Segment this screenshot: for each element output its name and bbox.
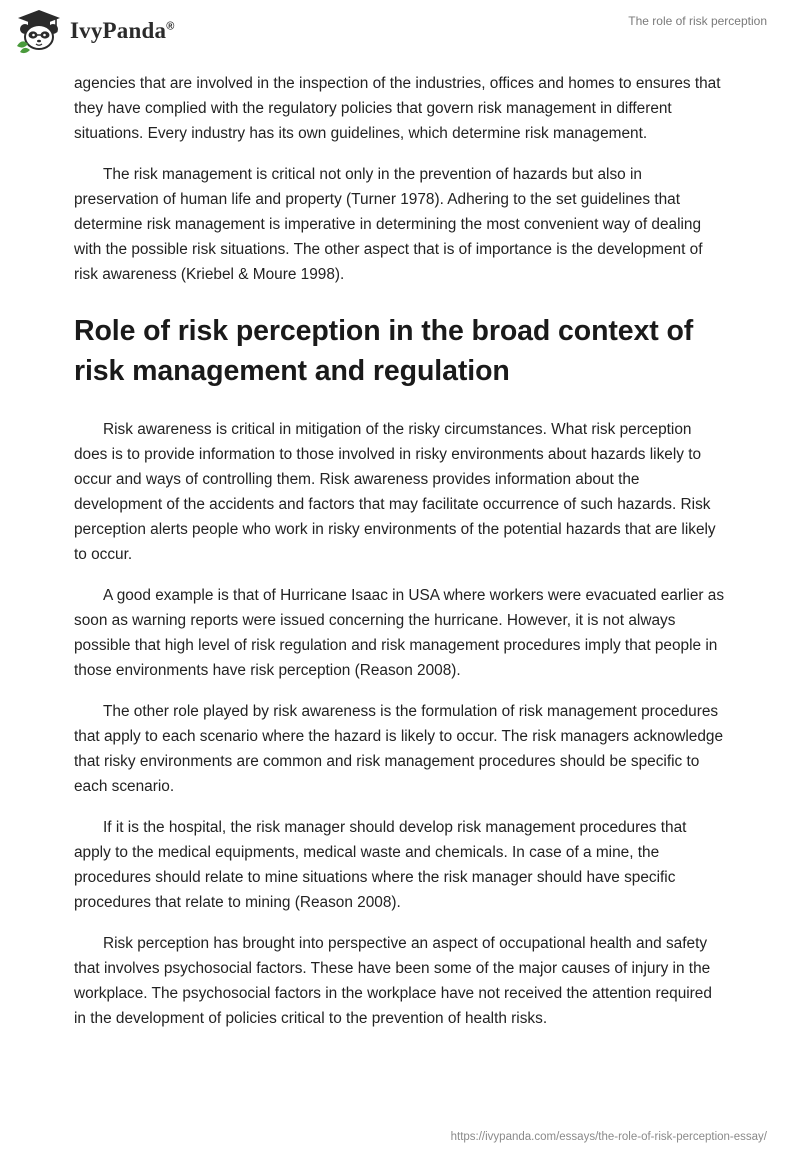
section-heading: Role of risk perception in the broad context of risk management and regulation xyxy=(74,315,694,387)
article-body xyxy=(74,71,726,1047)
source-url[interactable]: https://ivypanda.com/essays/the-role-of-risk-perception-essay/ xyxy=(450,1131,767,1143)
paragraph: The risk management is critical not only in the prevention of hazards but also in preservation of human life and property (Turner 1978). Adhering to the set guidelines that determine risk management is imperative in determining the most convenient way of dealing with the possible risk situations. The other aspect that is of importance is the development of risk awareness (Kriebel & Moure 1998). xyxy=(74,166,703,283)
paragraph: The other role played by risk awareness is the formulation of risk management procedures that apply to each scenario where the hazard is likely to occur. The risk managers acknowledge that risky environments are common and risk management procedures should be specific to each scenario. xyxy=(74,703,724,795)
paragraph: agencies that are involved in the inspection of the industries, offices and homes to ensures that they have complied with the regulatory policies that govern risk management in different situations. Every industry has its own guidelines, which determine risk management. xyxy=(74,75,721,142)
paragraph: Risk perception has brought into perspective an aspect of occupational health and safety that involves psychosocial factors. These have been some of the major causes of injury in the workplace. The psychosocial factors in the workplace have not received the attention required in the development of policies critical to the prevention of health risks. xyxy=(74,935,712,1027)
brand-name: IvyPanda® xyxy=(70,18,175,43)
brand-logo[interactable] xyxy=(14,8,175,54)
page-header xyxy=(0,0,800,64)
document-title: The role of risk perception xyxy=(628,14,767,28)
paragraph: If it is the hospital, the risk manager should develop risk management procedures that apply to the medical equipments, medical waste and chemicals. In case of a mine, the procedures should relate to mine situations where the risk manager should have specific procedures that relate to mining (Reason 2008). xyxy=(74,819,687,911)
paragraph: A good example is that of Hurricane Isaac in USA where workers were evacuated earlier as soon as warning reports were issued concerning the hurricane. However, it is not always possible that high level of risk regulation and risk management procedures imply that people in those environments have risk perception (Reason 2008). xyxy=(74,587,725,679)
paragraph: Risk awareness is critical in mitigation of the risky circumstances. What risk perception does is to provide information to those involved in risky environments about hazards likely to occur and ways of controlling them. Risk awareness provides information about the development of the accidents and factors that may facilitate occurrence of such hazards. Risk perception alerts people who work in risky environments of the potential hazards that are likely to occur. xyxy=(74,421,716,563)
panda-logo-icon xyxy=(14,8,64,54)
